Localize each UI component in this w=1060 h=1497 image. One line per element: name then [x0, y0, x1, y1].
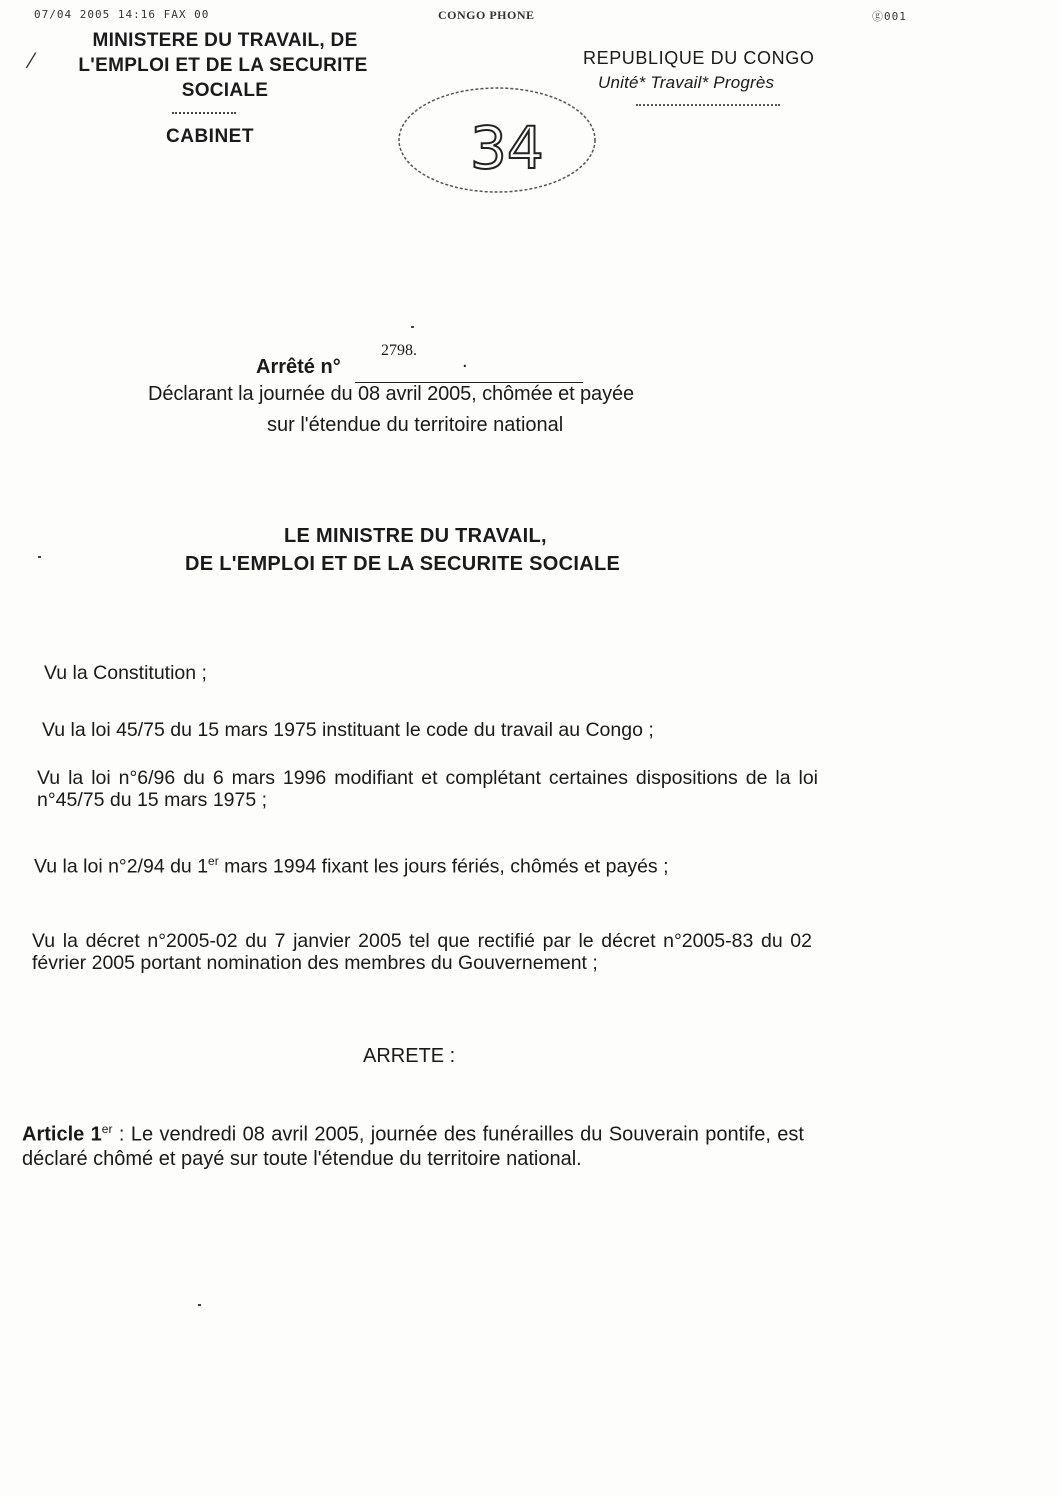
ministry-header	[62, 28, 388, 103]
minister-heading-line-2: DE L'EMPLOI ET DE LA SECURITE SOCIALE	[185, 553, 621, 575]
ministry-divider	[172, 112, 236, 114]
handwritten-number-stamp	[392, 82, 612, 202]
republic-divider	[636, 104, 780, 106]
handwritten-slash-mark: ⁄	[30, 48, 34, 73]
scan-speck	[198, 1304, 201, 1306]
arrete-label: Arrêté n°	[256, 356, 341, 378]
scan-speck	[38, 556, 41, 558]
consideration-constitution: Vu la Constitution ;	[44, 662, 207, 684]
arrete-number: 2798.	[381, 342, 417, 359]
ministry-line-2: L'EMPLOI ET DE LA SECURITE	[78, 55, 368, 76]
article-1-colon: :	[112, 1123, 125, 1146]
minister-heading-line-1: LE MINISTRE DU TRAVAIL,	[284, 525, 547, 547]
article-1-label: Article 1	[22, 1123, 102, 1146]
republic-motto: Unité* Travail* Progrès	[598, 73, 775, 92]
consideration-law-2-94	[34, 850, 816, 878]
ministry-line-1: MINISTERE DU TRAVAIL, DE	[92, 30, 358, 51]
arrete-subtitle-line-2: sur l'étendue du territoire national	[267, 414, 564, 436]
republic-header: REPUBLIQUE DU CONGO	[583, 48, 815, 68]
consideration-law-2-94-after: mars 1994 fixant les jours fériés, chômés et payés ;	[218, 855, 669, 878]
article-1-sup: er	[101, 1122, 113, 1136]
arrete-dot: .	[462, 350, 468, 372]
fax-header-right: ⓖ001	[872, 10, 907, 23]
consideration-law-6-96: Vu la loi n°6/96 du 6 mars 1996 modifiant et complétant certaines dispositions de la loi n°45/75 du 15 mars 1975 ;	[37, 767, 818, 811]
stamp-number: 34	[470, 114, 544, 182]
arrete-subtitle-line-1: Déclarant la journée du 08 avril 2005, chômée et payée	[148, 383, 635, 405]
scan-speck	[411, 326, 414, 328]
consideration-law-2-94-sup: er	[208, 854, 219, 868]
cabinet-label: CABINET	[166, 126, 254, 147]
article-1	[22, 1117, 804, 1171]
article-1-text: Le vendredi 08 avril 2005, journée des funérailles du Souverain pontife, est déclaré chômé et payé sur toute l'étendue du territoire national.	[22, 1123, 804, 1170]
consideration-law-2-94-before: Vu la loi n°2/94 du 1	[34, 855, 209, 878]
consideration-labour-code: Vu la loi 45/75 du 15 mars 1975 instituant le code du travail au Congo ;	[42, 719, 654, 741]
ministry-line-3: SOCIALE	[181, 80, 269, 101]
consideration-decree: Vu la décret n°2005-02 du 7 janvier 2005 tel que rectifié par le décret n°2005-83 du 02 février 2005 portant nomination des membres du Gouvernement ;	[32, 930, 812, 974]
fax-header-center: CONGO PHONE	[438, 8, 535, 22]
fax-header-left: 07/04 2005 14:16 FAX 00	[34, 8, 210, 21]
arrete-heading: ARRETE :	[363, 1045, 456, 1067]
